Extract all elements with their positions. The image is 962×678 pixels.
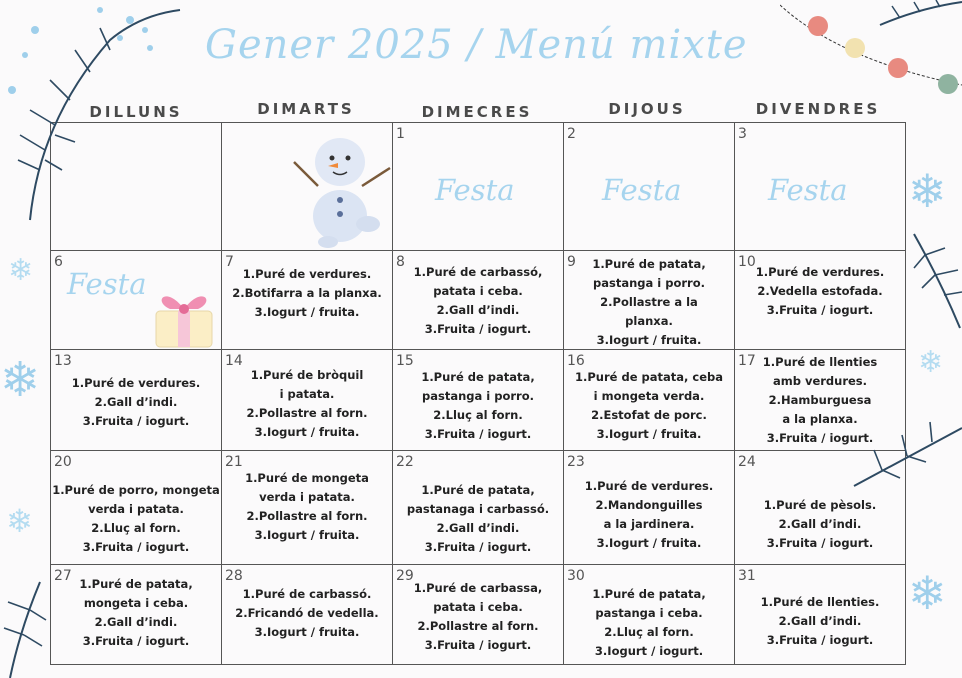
day-number: 15 — [396, 353, 414, 369]
calendar-day-cell — [563, 450, 735, 565]
daily-menu: 1.Puré de patata, pastanga i porro. 2.Lluç al forn. 3.Fruita / iogurt. — [421, 370, 535, 441]
daily-menu: 1.Puré de porro, mongeta verda i patata. 2.Lluç al forn. 3.Fruita / iogurt. — [52, 483, 220, 554]
calendar-day-cell — [50, 450, 222, 565]
calendar-day-cell — [563, 250, 735, 350]
daily-menu: 1.Puré de carbassó. 2.Fricandó de vedella. 3.Iogurt / fruita. — [235, 587, 379, 639]
daily-menu: 1.Puré de patata, ceba i mongeta verda. 2.Estofat de porc. 3.Iogurt / fruita. — [575, 370, 723, 441]
calendar-day-cell — [221, 349, 393, 451]
calendar-day-cell — [734, 564, 906, 665]
day-number: 7 — [225, 254, 234, 270]
day-number: 3 — [738, 126, 747, 142]
snowflake-icon: ❄ — [6, 502, 33, 540]
day-number: 9 — [567, 254, 576, 270]
day-number: 17 — [738, 353, 756, 369]
daily-menu: 1.Puré de verdures. 2.Botifarra a la planxa. 3.Iogurt / fruita. — [232, 267, 382, 319]
snowflake-icon: ❄ — [908, 566, 947, 620]
daily-menu: 1.Puré de llenties. 2.Gall d’indi. 3.Fruita / iogurt. — [760, 595, 880, 647]
calendar-day-cell — [221, 450, 393, 565]
daily-menu: 1.Puré de patata, pastanga i ceba. 2.Lluç al forn. 3.Iogurt / iogurt. — [592, 587, 706, 658]
day-number: 16 — [567, 353, 585, 369]
calendar-day-cell — [392, 564, 564, 665]
day-number: 30 — [567, 568, 585, 584]
snowman-illustration — [290, 124, 395, 252]
pine-branch-illustration — [910, 230, 962, 330]
gift-illustration — [148, 283, 220, 349]
pine-branch-illustration — [0, 0, 200, 230]
day-number: 13 — [54, 353, 72, 369]
day-number: 20 — [54, 454, 72, 470]
day-number: 24 — [738, 454, 756, 470]
menu-title: Gener 2025 / Menú mixte — [205, 22, 748, 68]
snowflake-icon: ❄ — [908, 164, 947, 218]
day-number: 21 — [225, 454, 243, 470]
daily-menu: 1.Puré de patata, pastanaga i carbassó. 2.Gall d’indi. 3.Fruita / iogurt. — [406, 483, 550, 554]
calendar-day-cell — [50, 564, 222, 665]
day-number: 31 — [738, 568, 756, 584]
snowflake-icon: ❄ — [0, 352, 41, 408]
holiday-label: Festa — [67, 267, 147, 301]
day-number: 27 — [54, 568, 72, 584]
calendar-day-cell — [50, 349, 222, 451]
day-number: 23 — [567, 454, 585, 470]
pine-branch-illustration — [852, 420, 962, 490]
calendar-day-cell — [221, 250, 393, 350]
day-number: 8 — [396, 254, 405, 270]
day-header-friday: DIVENDRES — [755, 100, 881, 118]
day-header-monday: DILLUNS — [89, 103, 183, 121]
day-header-tuesday: DIMARTS — [257, 100, 355, 118]
calendar-day-cell — [734, 250, 906, 350]
calendar-day-cell — [392, 349, 564, 451]
daily-menu: 1.Puré de carbassa, patata i ceba. 2.Pollastre al forn. 3.Fruita / iogurt. — [413, 581, 543, 652]
calendar-day-cell — [392, 450, 564, 565]
calendar-day-cell — [563, 564, 735, 665]
daily-menu: 1.Puré de mongeta verda i patata. 2.Pollastre al forn. 3.Iogurt / fruita. — [245, 471, 369, 542]
day-header-wednesday: DIMECRES — [421, 103, 533, 121]
snowflake-icon: ❄ — [918, 345, 944, 380]
daily-menu: 1.Puré de verdures. 2.Mandonguilles a la jardinera. 3.Iogurt / fruita. — [584, 479, 714, 550]
day-number: 1 — [396, 126, 405, 142]
daily-menu: 1.Puré de patata, pastanga i porro. 2.Pollastre a la planxa. 3.Iogurt / fruita. — [592, 257, 706, 347]
day-number: 28 — [225, 568, 243, 584]
calendar-day-cell — [392, 122, 564, 251]
calendar-day-cell — [392, 250, 564, 350]
day-number: 2 — [567, 126, 576, 142]
snowflake-icon: ❄ — [8, 253, 34, 288]
holiday-label: Festa — [435, 173, 515, 207]
daily-menu: 1.Puré de pèsols. 2.Gall d’indi. 3.Fruita / iogurt. — [763, 498, 877, 550]
day-header-thursday: DIJOUS — [608, 100, 686, 118]
daily-menu: 1.Puré de verdures. 2.Vedella estofada. 3.Fruita / iogurt. — [755, 265, 885, 317]
day-number: 6 — [54, 254, 63, 270]
daily-menu: 1.Puré de llenties amb verdures. 2.Hamburguesa a la planxa. 3.Fruita / iogurt. — [762, 355, 878, 445]
daily-menu: 1.Puré de verdures. 2.Gall d’indi. 3.Fruita / iogurt. — [71, 376, 201, 428]
day-number: 22 — [396, 454, 414, 470]
calendar-day-cell — [563, 122, 735, 251]
day-number: 14 — [225, 353, 243, 369]
daily-menu: 1.Puré de bròquil i patata. 2.Pollastre al forn. 3.Iogurt / fruita. — [246, 368, 368, 439]
calendar-day-cell — [221, 564, 393, 665]
pine-branch-illustration — [0, 580, 50, 678]
day-number: 29 — [396, 568, 414, 584]
holiday-label: Festa — [602, 173, 682, 207]
holiday-label: Festa — [768, 173, 848, 207]
day-number: 10 — [738, 254, 756, 270]
calendar-day-cell — [734, 122, 906, 251]
daily-menu: 1.Puré de patata, mongeta i ceba. 2.Gall d’indi. 3.Fruita / iogurt. — [79, 577, 193, 648]
daily-menu: 1.Puré de carbassó, patata i ceba. 2.Gall d’indi. 3.Fruita / iogurt. — [413, 265, 543, 336]
pine-branch-illustration — [870, 0, 962, 30]
calendar-day-cell — [563, 349, 735, 451]
